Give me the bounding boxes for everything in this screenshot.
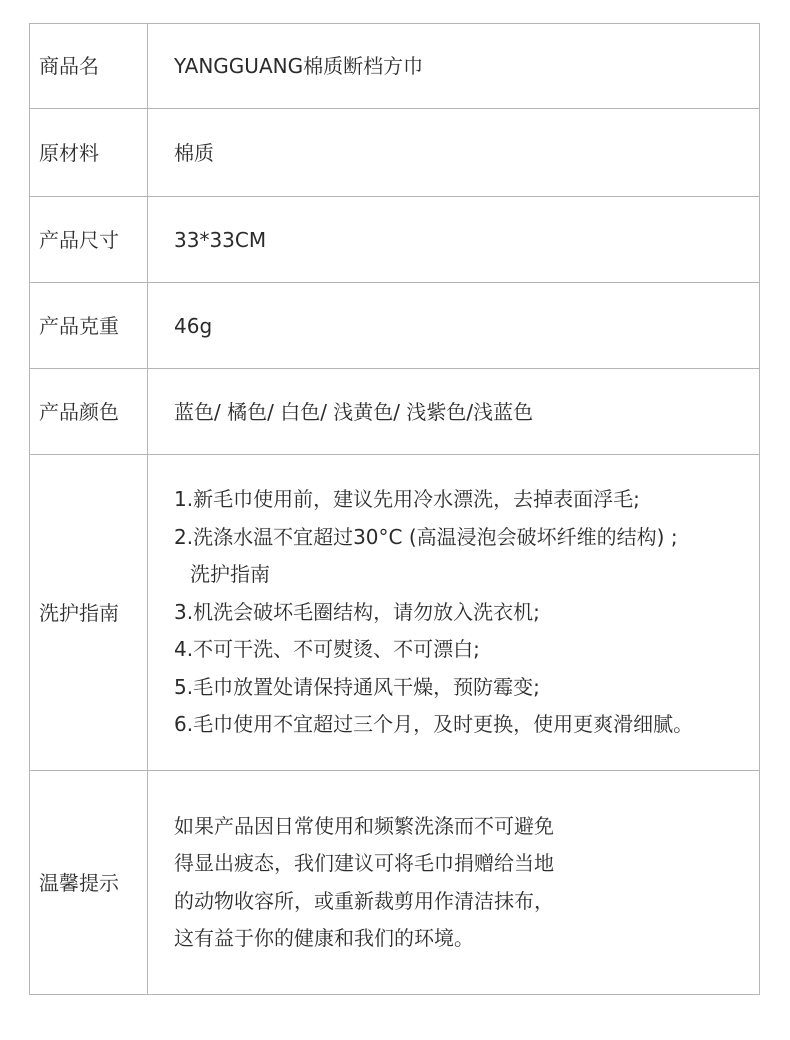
spec-value: 棉质 — [148, 109, 760, 197]
spec-value: YANGGUANG棉质断档方巾 — [148, 24, 760, 109]
tips-line: 得显出疲态，我们建议可将毛巾捐赠给当地 — [174, 851, 554, 875]
tips-lines — [174, 808, 759, 958]
spec-label: 产品颜色 — [30, 369, 148, 455]
care-line: 5.毛巾放置处请保持通风干燥，预防霉变; — [174, 674, 540, 699]
spec-label: 产品克重 — [30, 283, 148, 369]
care-guide-content — [148, 455, 760, 771]
care-line: 3.机洗会破坏毛圈结构，请勿放入洗衣机; — [174, 599, 540, 624]
spec-value: 蓝色/ 橘色/ 白色/ 浅黄色/ 浅紫色/浅蓝色 — [148, 369, 760, 455]
care-line: 洗护指南 — [190, 562, 270, 587]
spec-label: 原材料 — [30, 109, 148, 197]
spec-row-material — [30, 109, 760, 197]
spec-row-care-guide — [30, 455, 760, 771]
product-spec-table — [29, 23, 760, 995]
tips-line: 这有益于你的健康和我们的环境。 — [174, 926, 474, 950]
spec-label: 商品名 — [30, 24, 148, 109]
care-line: 4.不可干洗、不可熨烫、不可漂白; — [174, 637, 480, 662]
tips-content — [148, 771, 760, 995]
care-guide-lines — [174, 481, 759, 744]
spec-label: 洗护指南 — [30, 455, 148, 771]
tips-line: 的动物收容所，或重新裁剪用作清洁抹布， — [174, 888, 554, 913]
care-line: 1.新毛巾使用前，建议先用冷水漂洗，去掉表面浮毛; — [174, 487, 640, 512]
spec-row-colors — [30, 369, 760, 455]
spec-value: 33*33CM — [148, 197, 760, 283]
spec-row-weight — [30, 283, 760, 369]
spec-row-tips — [30, 771, 760, 995]
care-line: 2.洗涤水温不宜超过30°C (高温浸泡会破坏纤维的结构) ; — [174, 524, 678, 549]
care-line: 6.毛巾使用不宜超过三个月，及时更换，使用更爽滑细腻。 — [174, 712, 694, 737]
spec-label: 温馨提示 — [30, 771, 148, 995]
spec-label: 产品尺寸 — [30, 197, 148, 283]
spec-value: 46g — [148, 283, 760, 369]
tips-line: 如果产品因日常使用和频繁洗涤而不可避免 — [174, 813, 554, 838]
spec-row-size — [30, 197, 760, 283]
spec-row-product-name — [30, 24, 760, 109]
